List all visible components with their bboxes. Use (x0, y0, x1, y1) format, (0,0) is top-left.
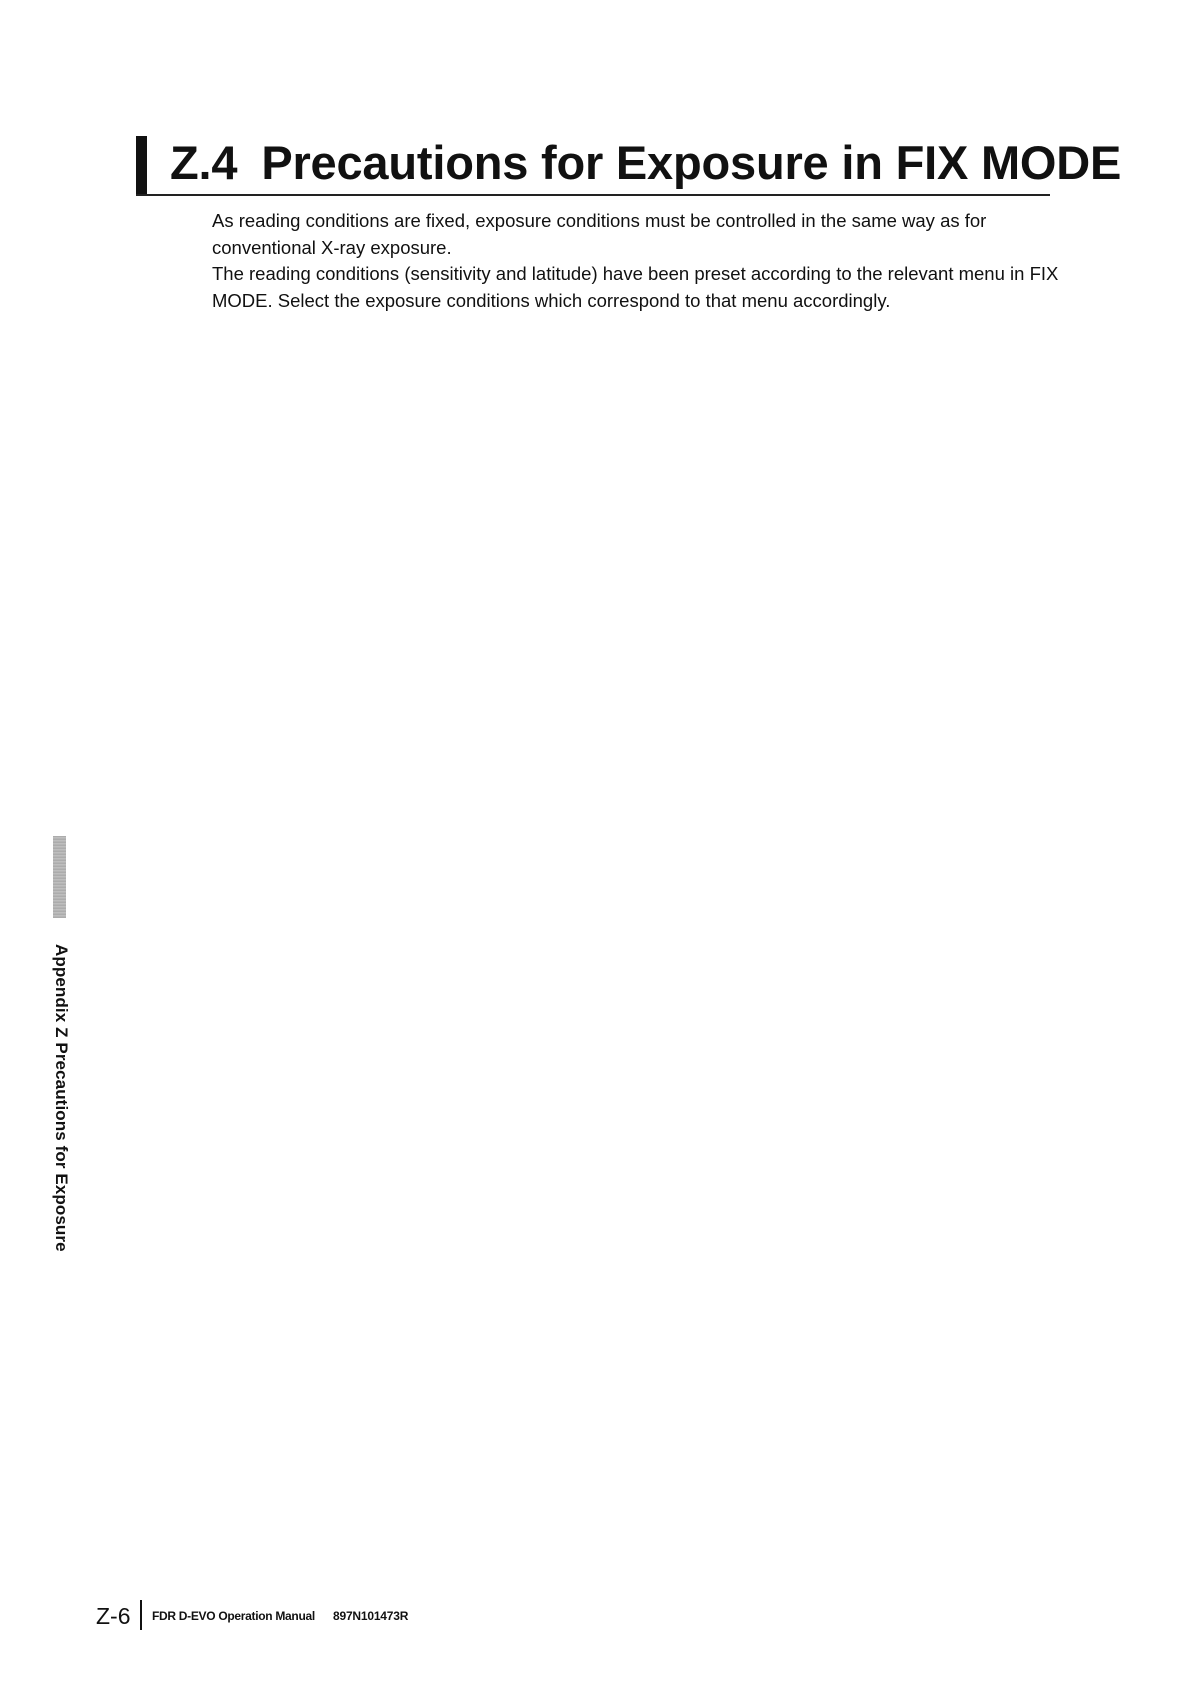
paragraph-1: As reading conditions are fixed, exposure conditions must be controlled in the same way as for conventional X-ray exposure. (212, 210, 987, 258)
footer-document-number: 897N101473R (333, 1609, 409, 1623)
chapter-tab-marker (53, 836, 66, 918)
section-heading (170, 134, 1121, 192)
section-heading-rule (136, 194, 1050, 196)
body-text (212, 208, 1062, 314)
section-title: Precautions for Exposure in FIX MODE (261, 136, 1122, 189)
paragraph-2: The reading conditions (sensitivity and latitude) have been preset according to the relevant menu in FIX MODE. Select the exposure conditions which correspond to that menu accordingly. (212, 263, 1059, 311)
section-heading-bar (136, 136, 147, 195)
page-number: Z-6 (96, 1603, 131, 1629)
chapter-tab-label: Appendix Z Precautions for Exposure (52, 944, 71, 1252)
footer-manual-title: FDR D-EVO Operation Manual (152, 1609, 315, 1623)
section-number: Z.4 (170, 136, 238, 189)
footer-separator (140, 1600, 142, 1630)
